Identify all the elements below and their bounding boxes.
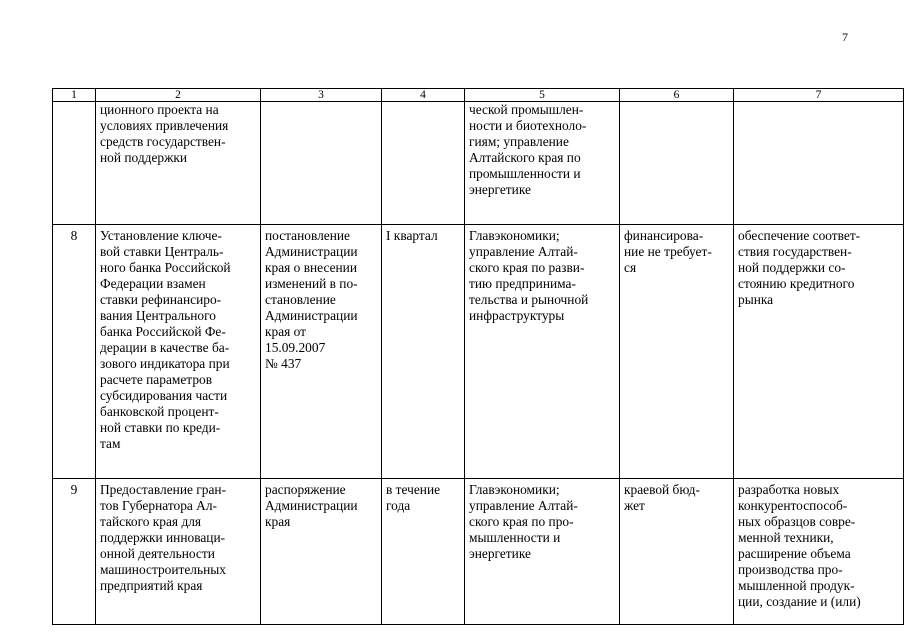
column-number: 3 <box>261 89 382 102</box>
executors-cell: ческой промышлен- ности и биотехноло- гиям; управление Алтайского края по промышленности и энергетике <box>465 102 620 225</box>
term-cell <box>382 102 465 225</box>
measure-cell: Установление ключе- вой ставки Централь- ного банка Российской Федерации взамен ставки рефинансиро- вания Центрального банка Российской Фе- дерации в качестве ба- зового индикатора при расчете параметров субсидирования части банковской процент- ной ставки по креди- там <box>96 225 261 479</box>
row-number: 8 <box>53 225 96 479</box>
measures-table <box>52 88 904 625</box>
measure-cell: Предоставление гран- тов Губернатора Ал- тайского края для поддержки инноваци- онной деятельности машиностроительных предприятий края <box>96 479 261 625</box>
column-number: 6 <box>620 89 734 102</box>
result-cell <box>734 102 904 225</box>
result-cell: обеспечение соответ- ствия государствен- ной поддержки со- стоянию кредитного рынка <box>734 225 904 479</box>
table-row <box>53 102 904 225</box>
column-number: 5 <box>465 89 620 102</box>
executors-cell: Главэкономики; управление Алтай- ского края по про- мышленности и энергетике <box>465 479 620 625</box>
column-number: 2 <box>96 89 261 102</box>
row-number: 9 <box>53 479 96 625</box>
document-cell: распоряжение Администрации края <box>261 479 382 625</box>
column-number: 4 <box>382 89 465 102</box>
column-number: 1 <box>53 89 96 102</box>
financing-cell: краевой бюд- жет <box>620 479 734 625</box>
table-row <box>53 225 904 479</box>
executors-cell: Главэкономики; управление Алтай- ского края по разви- тию предпринима- тельства и рыночной инфраструктуры <box>465 225 620 479</box>
page-number: 7 <box>842 30 848 44</box>
measure-cell: ционного проекта на условиях привлечения средств государствен- ной поддержки <box>96 102 261 225</box>
document-cell <box>261 102 382 225</box>
result-cell: разработка новых конкурентоспособ- ных образцов совре- менной техники, расширение объема производства про- мышленной продук- ции, создание и (или) <box>734 479 904 625</box>
column-number: 7 <box>734 89 904 102</box>
row-number <box>53 102 96 225</box>
financing-cell <box>620 102 734 225</box>
term-cell: в течение года <box>382 479 465 625</box>
document-cell: постановление Администрации края о внесении изменений в по- становление Администрации края от 15.09.2007 № 437 <box>261 225 382 479</box>
table-row <box>53 479 904 625</box>
column-number-row <box>53 89 904 102</box>
financing-cell: финансирова- ние не требует- ся <box>620 225 734 479</box>
term-cell: I квартал <box>382 225 465 479</box>
